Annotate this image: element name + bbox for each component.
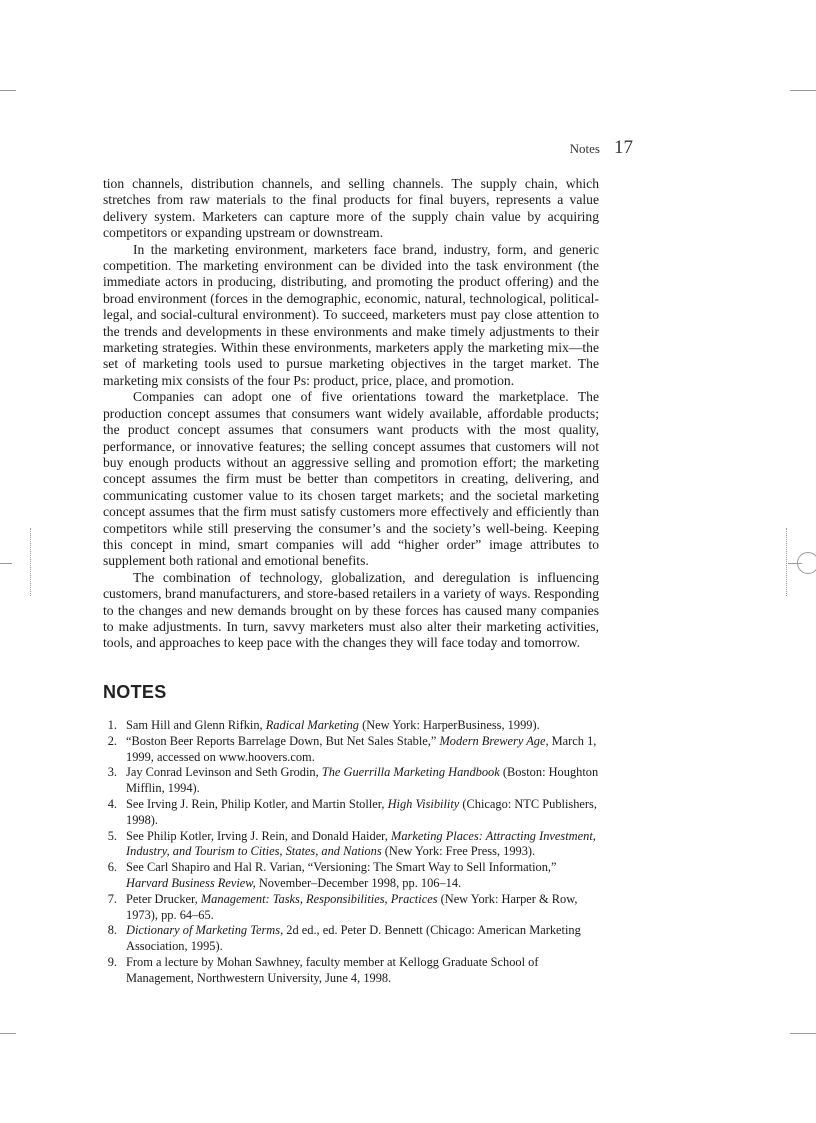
- page-number: 17: [614, 137, 633, 158]
- note-text: (Boston: Houghton Mifflin, 1994).: [126, 765, 599, 796]
- running-head-label: Notes: [569, 141, 600, 156]
- crop-mark-bottom-left: [0, 1033, 16, 1034]
- note-number: 1.: [107, 718, 117, 732]
- note-text: See Irving J. Rein, Philip Kotler, and Martin Stoller,: [126, 796, 388, 811]
- running-head: [500, 137, 633, 159]
- note-text: 2d ed., ed. Peter D. Bennett (Chicago: American Marketing Association, 1995).: [126, 923, 581, 954]
- note-number: 6.: [107, 860, 117, 875]
- note-text: Jay Conrad Levinson and Seth Grodin,: [126, 765, 322, 780]
- body-text: [103, 176, 599, 652]
- paragraph: The combination of technology, globalization, and deregulation is influencing customers, brand manufacturers, and store-based retailers in a variety of ways. Responding to the changes and new demands brought on by these forces has caused many companies to make adjustments. In turn, savvy marketers must also alter their marketing activities, tools, and approaches to keep pace with the changes they will face today and tomorrow.: [103, 569, 599, 651]
- paragraph: Companies can adopt one of five orientations toward the marketplace. The production concept assumes that consumers want widely available, affordable products; the product concept assumes that consumers want products with the most quality, performance, or innovative features; the selling concept assumes that customers will not buy enough products without an aggressive selling and promotion effort; the marketing concept assumes the firm must be better than competitors in creating, delivering, and communicating customer value to its chosen target markets; and the societal marketing concept assumes that the firm must satisfy customers more effectively and efficiently than competitors while still preserving the consumer’s and the society’s well-being. Keeping this concept in mind, smart companies will add “higher order” image attributes to supplement both rational and emotional benefits.: [103, 389, 599, 569]
- note-number: 9.: [107, 954, 117, 969]
- paragraph: tion channels, distribution channels, and selling channels. The supply chain, which stretches from raw materials to the final products for final buyers, represents a value delivery system. Marketers can capture more of the supply chain value by acquiring competitors or expanding upstream or downstream.: [103, 176, 599, 241]
- note-title: The Guerrilla Marketing Handbook: [321, 765, 500, 780]
- note-number: 3.: [107, 765, 117, 780]
- note-text: (New York: Harper & Row, 1973), pp. 64–65.: [126, 891, 578, 922]
- note-number: 8.: [107, 923, 117, 938]
- note-text: (New York: Free Press, 1993).: [381, 844, 536, 859]
- note-item: [103, 955, 599, 987]
- note-item: [103, 860, 599, 892]
- note-title: Harvard Business Review,: [126, 875, 256, 890]
- note-text: March 1, 1999, accessed on www.hoovers.com.: [126, 733, 597, 764]
- notes-list: [103, 718, 599, 987]
- fold-mark-left: [30, 528, 31, 596]
- note-item: [103, 923, 599, 955]
- note-title: Marketing Places: Attracting Investment, Industry, and Tourism to Cities, States, and Nations: [126, 828, 596, 859]
- note-item: [103, 765, 599, 797]
- note-text: (Chicago: NTC Publishers, 1998).: [126, 796, 597, 827]
- note-item: [103, 892, 599, 924]
- note-text: See Philip Kotler, Irving J. Rein, and Donald Haider,: [126, 828, 392, 843]
- note-item: [103, 734, 599, 766]
- note-text: Peter Drucker,: [126, 891, 201, 906]
- note-text: Sam Hill and Glenn Rifkin,: [126, 718, 266, 732]
- note-item: [103, 829, 599, 861]
- note-text: (New York: HarperBusiness, 1999).: [359, 718, 540, 732]
- crop-mark-top-right: [790, 90, 816, 91]
- note-item: [103, 797, 599, 829]
- crop-mark-top-left: [0, 90, 16, 91]
- note-title: Dictionary of Marketing Terms,: [126, 923, 284, 938]
- note-text: From a lecture by Mohan Sawhney, faculty member at Kellogg Graduate School of Management, Northwestern University, June 4, 1998.: [126, 954, 539, 985]
- notes-heading: NOTES: [103, 682, 167, 702]
- note-number: 5.: [107, 828, 117, 843]
- note-number: 2.: [107, 733, 117, 748]
- note-title: Radical Marketing: [265, 718, 359, 732]
- note-number: 4.: [107, 796, 117, 811]
- crop-mark-mid-left: [0, 563, 12, 564]
- note-title: Management: Tasks, Responsibilities, Practices: [200, 891, 438, 906]
- note-text: See Carl Shapiro and Hal R. Varian, “Versioning: The Smart Way to Sell Information,”: [126, 860, 557, 875]
- note-item: [103, 718, 599, 734]
- note-number: 7.: [107, 891, 117, 906]
- paragraph: In the marketing environment, marketers face brand, industry, form, and generic competition. The marketing environment can be divided into the task environment (the immediate actors in producing, distributing, and promoting the product offering) and the broad environment (forces in the demographic, economic, natural, technological, political-legal, and social-cultural environment). To succeed, marketers must pay close attention to the trends and developments in these environments and make timely adjustments to their marketing strategies. Within these environments, marketers apply the marketing mix—the set of marketing tools used to pursue marketing objectives in the target market. The marketing mix consists of the four Ps: product, price, place, and promotion.: [103, 241, 599, 388]
- note-title: Modern Brewery Age,: [439, 733, 549, 748]
- note-title: High Visibility: [387, 796, 460, 811]
- registration-mark-line: [788, 563, 802, 564]
- crop-mark-bottom-right: [790, 1033, 816, 1034]
- note-text: November–December 1998, pp. 106–14.: [255, 875, 462, 890]
- note-text: “Boston Beer Reports Barrelage Down, But Net Sales Stable,”: [126, 733, 440, 748]
- fold-mark-right: [786, 528, 787, 596]
